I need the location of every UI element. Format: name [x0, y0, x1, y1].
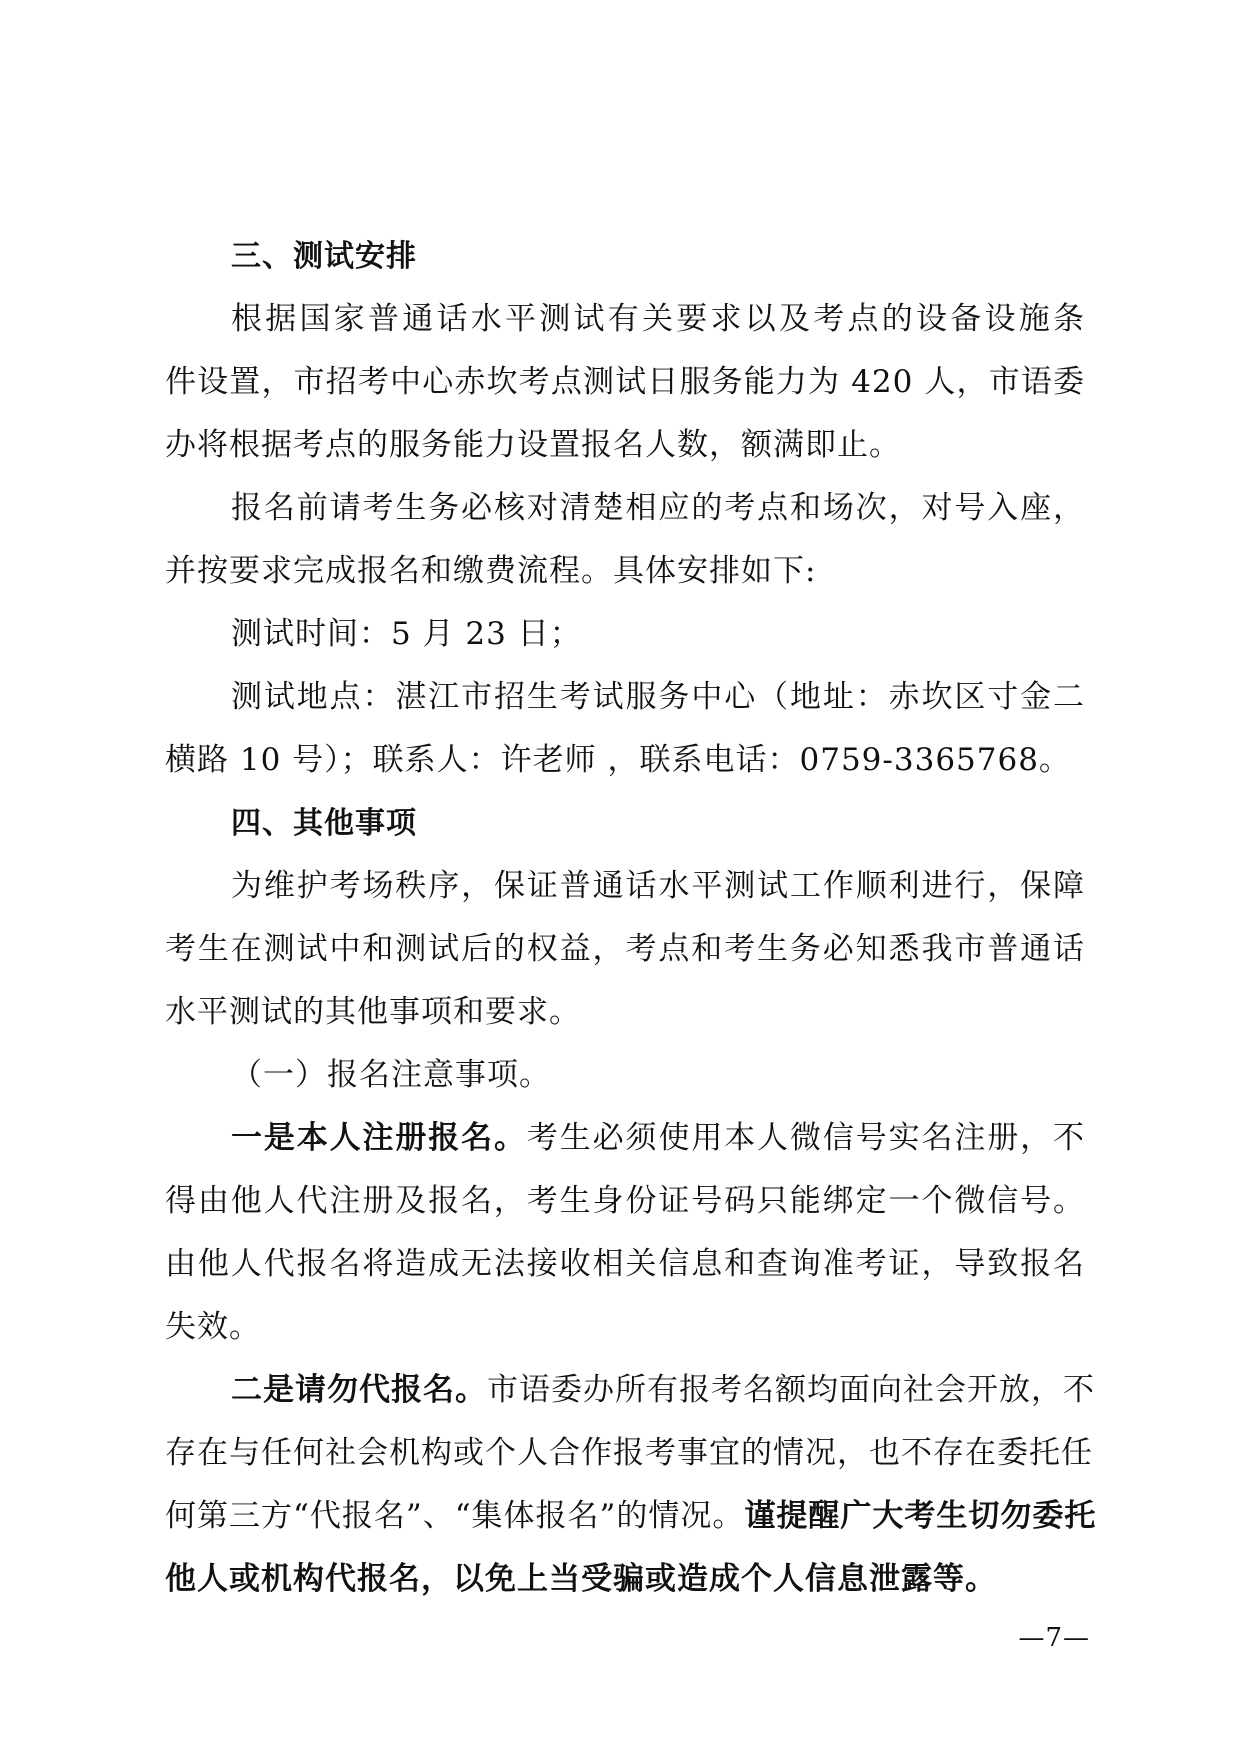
- point-two-normal-text: 何第三方“代报名”、“集体报名”的情况。: [165, 1498, 745, 1534]
- point-two-warning-start: 谨提醒广大考生切勿委托: [744, 1498, 1097, 1534]
- point-two-line: [165, 1359, 1095, 1422]
- paragraph-line: 得由他人代注册及报名，考生身份证号码只能绑定一个微信号。: [165, 1183, 1085, 1219]
- point-two-text: 市语委办所有报考名额均面向社会开放，不: [487, 1372, 1095, 1408]
- page-number: —7—: [1018, 1623, 1090, 1653]
- paragraph-line: 存在与任何社会机构或个人合作报考事宜的情况，也不存在委托任: [165, 1435, 1093, 1471]
- paragraph-line: 由他人代报名将造成无法接收相关信息和查询准考证，导致报名: [165, 1246, 1085, 1282]
- section-heading-other-matters: 四、其他事项: [231, 806, 417, 841]
- paragraph-line: 考生在测试中和测试后的权益，考点和考生务必知悉我市普通话: [165, 931, 1085, 967]
- point-two-warning-end: 他人或机构代报名，以免上当受骗或造成个人信息泄露等。: [165, 1561, 997, 1597]
- paragraph-line: 并按要求完成报名和缴费流程。具体安排如下:: [165, 553, 817, 589]
- paragraph-line: 根据国家普通话水平测试有关要求以及考点的设备设施条: [231, 301, 1085, 337]
- subsection-title: （一）报名注意事项。: [231, 1057, 551, 1093]
- paragraph-line: 失效。: [165, 1309, 261, 1345]
- paragraph-line: 报名前请考生务必核对清楚相应的考点和场次，对号入座，: [231, 490, 1085, 526]
- test-location-line: 横路 10 号）；联系人：许老师 ，联系电话：0759-3365768。: [165, 742, 1071, 778]
- point-two-lead: 二是请勿代报名。: [231, 1372, 487, 1408]
- paragraph-line: 为维护考场秩序，保证普通话水平测试工作顺利进行，保障: [231, 868, 1085, 904]
- point-one-line: [165, 1107, 1085, 1170]
- point-one-text: 考生必须使用本人微信号实名注册，不: [526, 1120, 1086, 1156]
- test-time: 测试时间：5 月 23 日；: [231, 616, 582, 652]
- test-location-line: 测试地点：湛江市招生考试服务中心（地址：赤坎区寸金二: [231, 679, 1085, 715]
- section-heading-test-arrangement: 三、测试安排: [231, 239, 417, 274]
- document-body: [165, 225, 1097, 1611]
- paragraph-line: 件设置，市招考中心赤坎考点测试日服务能力为 420 人，市语委: [165, 364, 1085, 400]
- paragraph-line: 水平测试的其他事项和要求。: [165, 994, 581, 1030]
- point-one-lead: 一是本人注册报名。: [231, 1120, 527, 1156]
- point-two-mixed-line: [165, 1485, 1097, 1548]
- paragraph-line: 办将根据考点的服务能力设置报名人数，额满即止。: [165, 427, 901, 463]
